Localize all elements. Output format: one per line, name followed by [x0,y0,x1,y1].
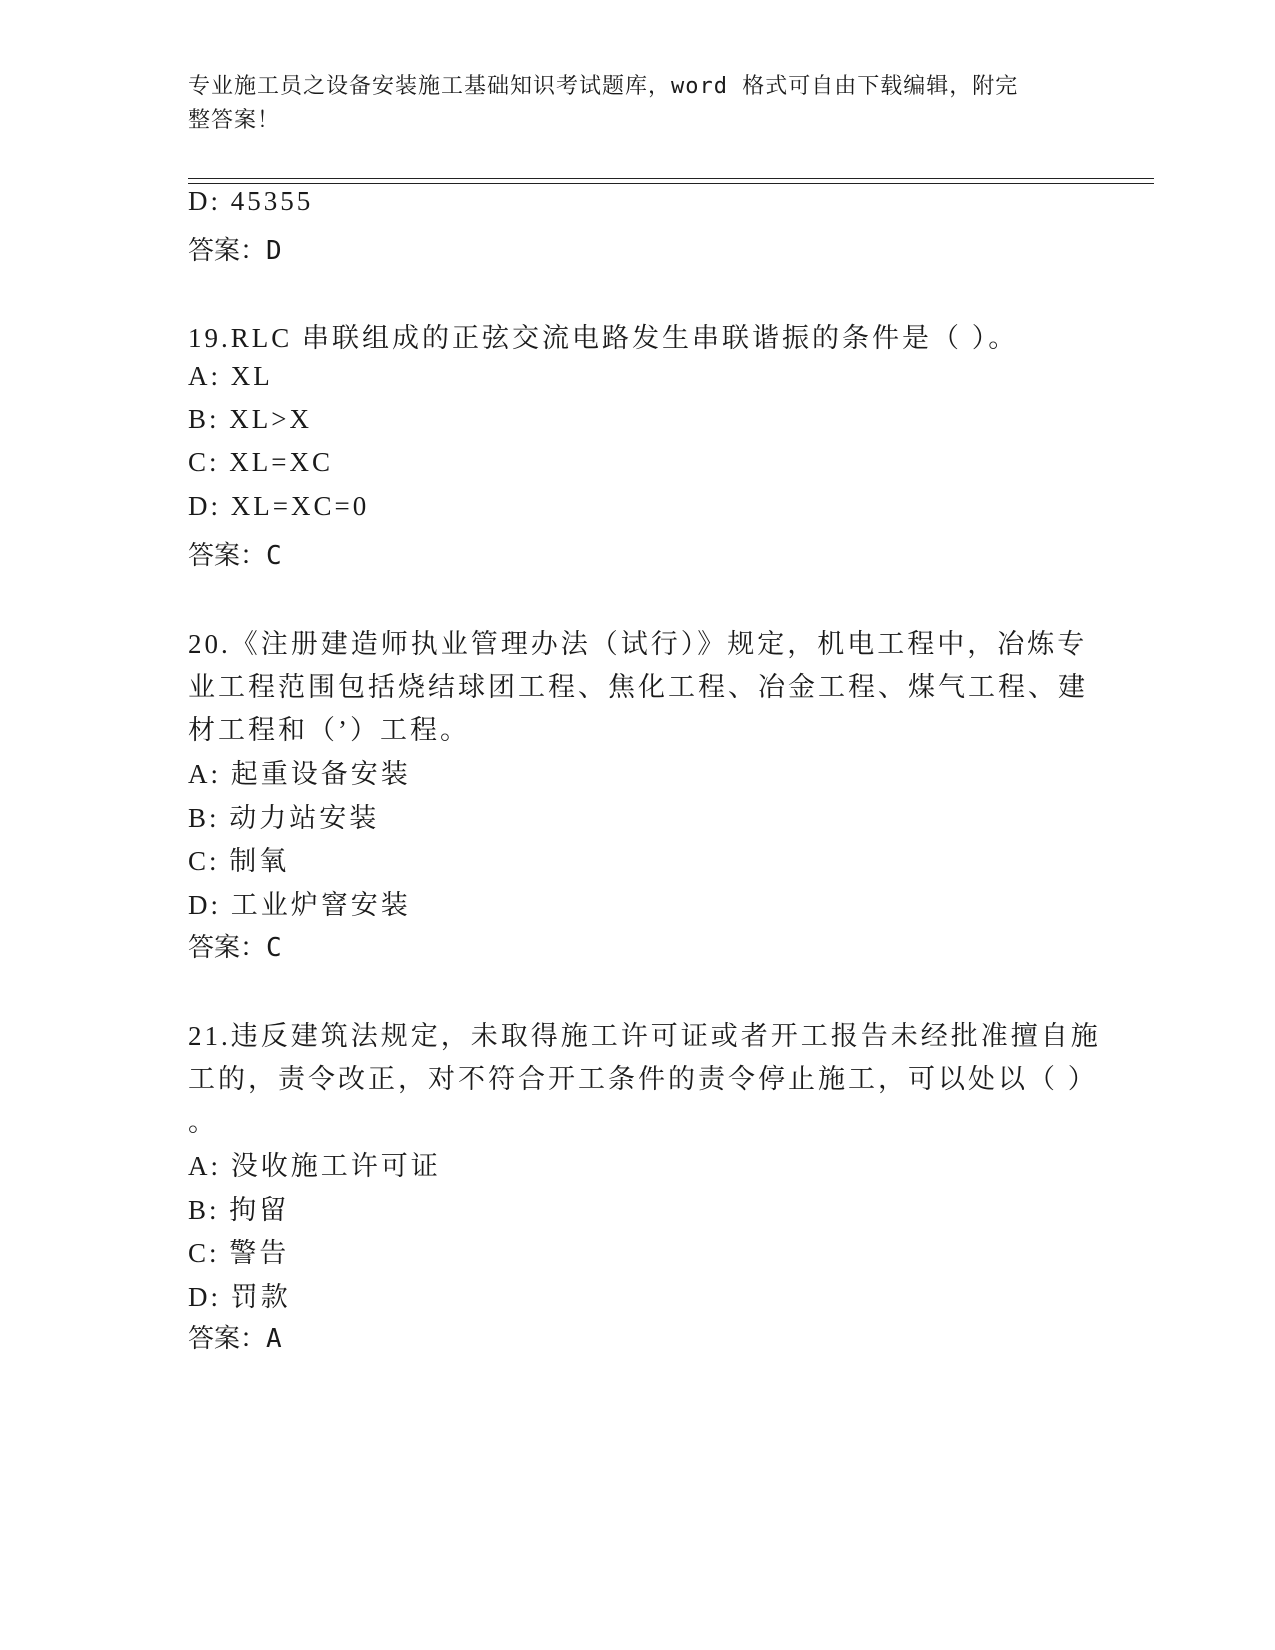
q21-question-line-2: 工的，责令改正，对不符合开工条件的责令停止施工，可以处以（ ） [188,1064,1098,1094]
q21-option-c: C: 警告 [188,1238,290,1268]
q20-question-line-1: 20.《注册建造师执业管理办法（试行）》规定，机电工程中，冶炼专 [188,629,1088,659]
q21-question-line-1: 21.违反建筑法规定，未取得施工许可证或者开工报告未经批准擅自施 [188,1021,1101,1051]
q19-answer: 答案：C [188,541,282,571]
q19-question: 19.RLC 串联组成的正弦交流电路发生串联谐振的条件是（ ）。 [188,323,1019,353]
q19-option-d: D: XL=XC=0 [188,491,370,521]
q21-question-line-3: 。 [188,1107,218,1137]
prev-option-d: D: 45355 [188,186,314,216]
document-header [188,70,1068,138]
q19-option-b: B: XL>X [188,404,312,434]
header-line-2: 整答案！ [188,108,281,133]
q21-option-a: A: 没收施工许可证 [188,1151,441,1181]
q20-question-line-3: 材工程和（’）工程。 [188,715,470,745]
header-divider-top [188,178,1154,179]
q20-option-d: D: 工业炉窨安装 [188,890,411,920]
q20-answer: 答案：C [188,933,282,963]
q21-option-b: B: 拘留 [188,1195,290,1225]
q21-option-d: D: 罚款 [188,1282,291,1312]
q20-option-c: C: 制氧 [188,846,290,876]
q19-option-c: C: XL=XC [188,447,333,477]
q20-option-b: B: 动力站安装 [188,803,380,833]
prev-answer: 答案：D [188,236,282,266]
q21-answer: 答案：A [188,1324,282,1354]
header-line-1: 专业施工员之设备安装施工基础知识考试题库，word 格式可自由下载编辑，附完 [188,74,1019,99]
q20-option-a: A: 起重设备安装 [188,759,411,789]
header-divider-bottom [188,183,1154,184]
q20-question-line-2: 业工程范围包括烧结球团工程、焦化工程、冶金工程、煤气工程、建 [188,672,1088,702]
q19-option-a: A: XL [188,361,273,391]
